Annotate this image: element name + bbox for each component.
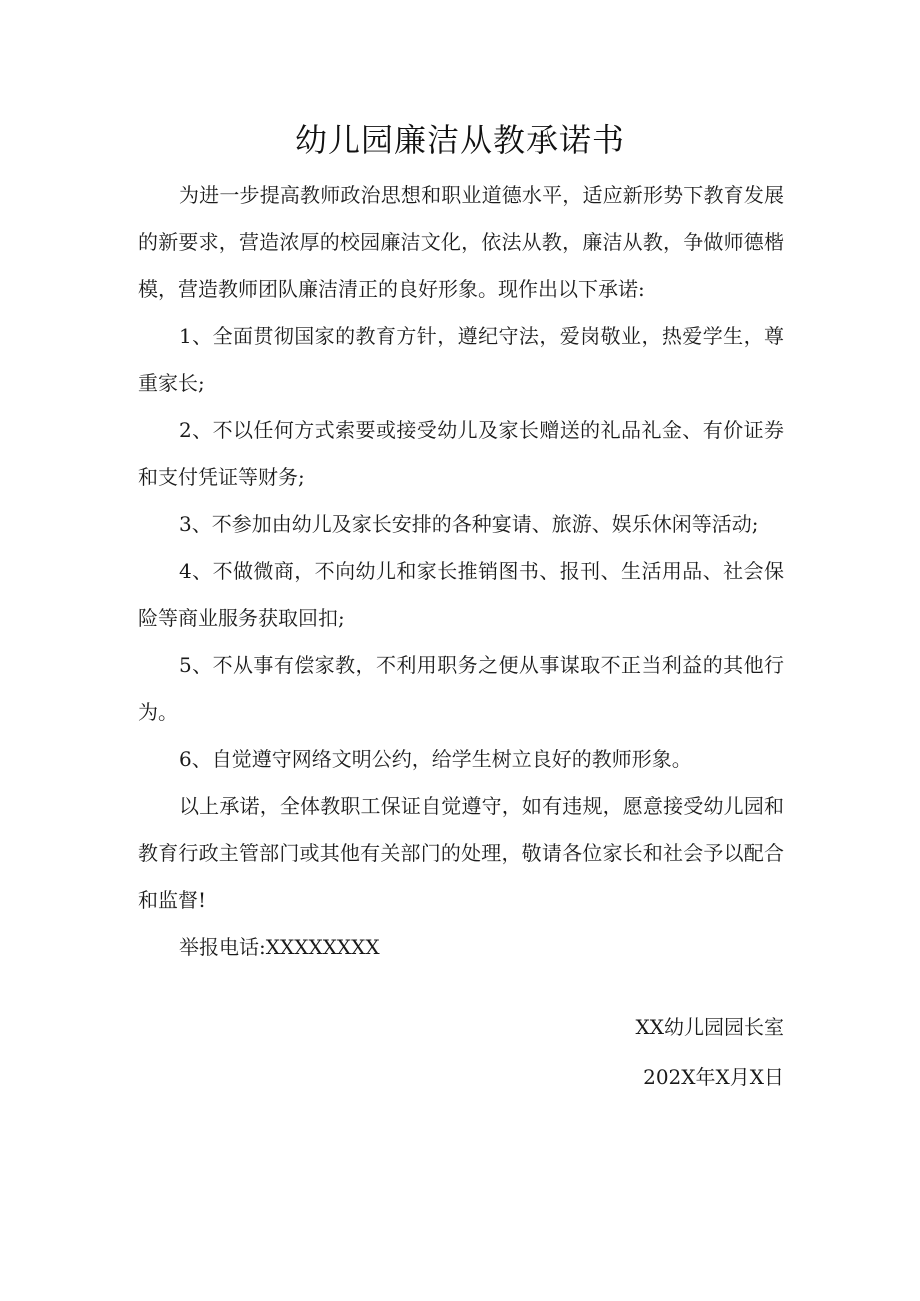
document-body bbox=[138, 172, 784, 971]
hotline-line: 举报电话:XXXXXXXX bbox=[179, 935, 380, 959]
signature-date: 202X年X月X日 bbox=[643, 1065, 784, 1089]
intro-paragraph: 为进一步提高教师政治思想和职业道德水平，适应新形势下教育发展的新要求，营造浓厚的校园廉洁文化，依法从教，廉洁从教，争做师德楷模，营造教师团队廉洁清正的良好形象。现作出以下承诺: bbox=[138, 183, 784, 301]
document-title: 幼儿园廉洁从教承诺书 bbox=[294, 121, 625, 159]
pledge-item-6: 6、自觉遵守网络文明公约，给学生树立良好的教师形象。 bbox=[179, 747, 692, 771]
closing-paragraph: 以上承诺，全体教职工保证自觉遵守，如有违规，愿意接受幼儿园和教育行政主管部门或其他有关部门的处理，敬请各位家长和社会予以配合和监督! bbox=[138, 794, 784, 912]
signature-organization: XX幼儿园园长室 bbox=[635, 1015, 784, 1039]
pledge-item-4: 4、不做微商，不向幼儿和家长推销图书、报刊、生活用品、社会保险等商业服务获取回扣; bbox=[138, 559, 784, 630]
pledge-item-2: 2、不以任何方式索要或接受幼儿及家长赠送的礼品礼金、有价证券和支付凭证等财务; bbox=[138, 418, 784, 489]
pledge-item-1: 1、全面贯彻国家的教育方针，遵纪守法，爱岗敬业，热爱学生，尊重家长; bbox=[138, 324, 784, 395]
pledge-item-5: 5、不从事有偿家教，不利用职务之便从事谋取不正当利益的其他行为。 bbox=[138, 653, 784, 724]
pledge-item-3: 3、不参加由幼儿及家长安排的各种宴请、旅游、娱乐休闲等活动; bbox=[179, 512, 759, 536]
